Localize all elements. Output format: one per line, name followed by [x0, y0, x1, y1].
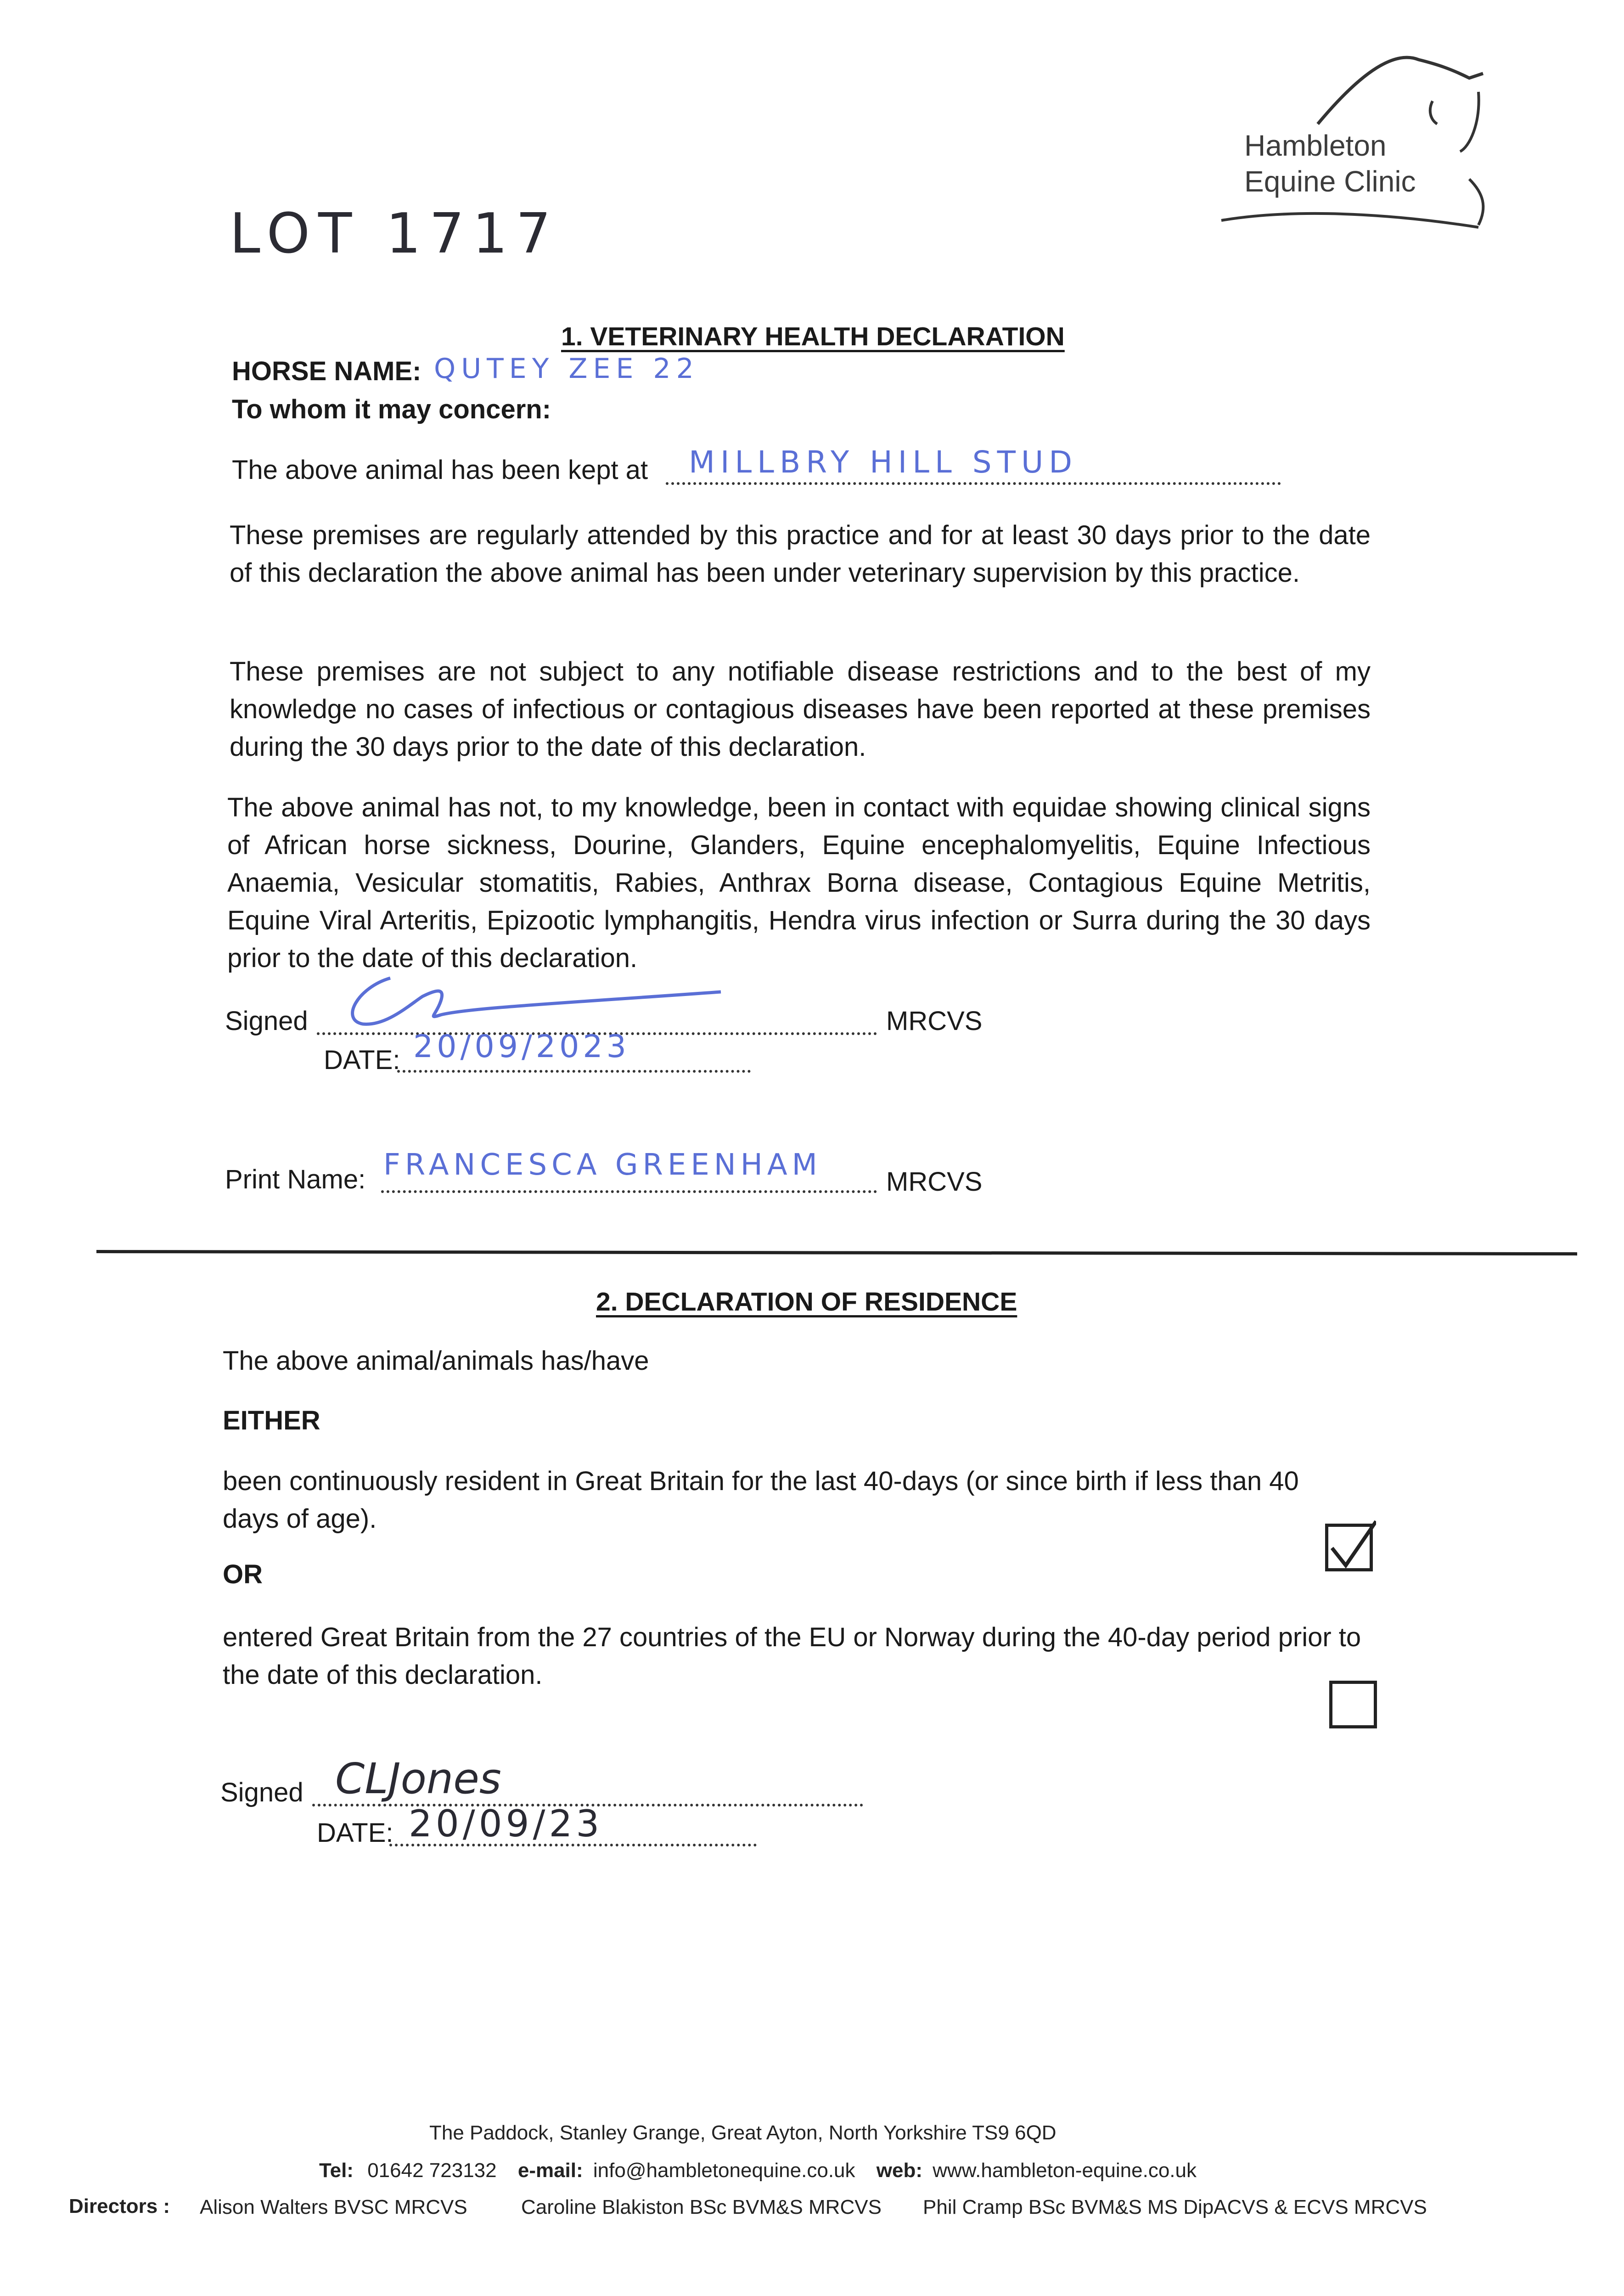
section-divider [96, 1250, 1577, 1255]
paragraph-supervision: These premises are regularly attended by this practice and for at least 30 days prior to the date of this declaration the above animal has been under veterinary supervision by this practice. [230, 520, 1371, 588]
residence-date-value: 20/09/23 [409, 1802, 603, 1845]
signed-suffix: MRCVS [886, 1006, 983, 1036]
footer-contact [319, 2159, 1197, 2182]
director-1: Alison Walters BVSC MRCVS [200, 2196, 467, 2218]
kept-at-dotted-line [666, 482, 1281, 485]
date-dotted-line [397, 1070, 751, 1073]
print-name-value: FRANCESCA GREENHAM [383, 1148, 822, 1182]
director-3: Phil Cramp BSc BVM&S MS DipACVS & ECVS MRCVS [923, 2196, 1427, 2218]
or-label: OR [223, 1559, 263, 1589]
option2-checkbox[interactable] [1329, 1681, 1377, 1728]
paragraph-contact: The above animal has not, to my knowledge, been in contact with equidae showing clinical signs of African horse sickness, Dourine, Glanders, Equine encephalomyelitis, Equine Infectious Anaemia, Vesicular stomatitis, Rabies, Anthrax Borna disease, Contagious Equine Metritis, Equine Viral Arteritis, Epizootic lymphangitis, Hendra virus infection or Surra during the 30 days prior to the date of this declaration. [227, 793, 1371, 973]
horse-name-label: HORSE NAME: [232, 356, 421, 386]
residence-signature: CLJones [335, 1754, 501, 1803]
director-2: Caroline Blakiston BSc BVM&S MRCVS [521, 2196, 882, 2218]
either-label: EITHER [223, 1406, 320, 1435]
logo-line2: Equine Clinic [1244, 165, 1416, 198]
residence-signed-label: Signed [220, 1778, 303, 1807]
logo-line1: Hambleton [1244, 129, 1387, 162]
web-link[interactable]: www.hambleton-equine.co.uk [933, 2159, 1197, 2182]
signed-label: Signed [225, 1006, 308, 1036]
footer-address: The Paddock, Stanley Grange, Great Ayton, North Yorkshire TS9 6QD [429, 2122, 1056, 2144]
option2-text: entered Great Britain from the 27 countries of the EU or Norway during the 40-day period prior to the date of this declaration. [223, 1622, 1361, 1690]
checkmark-icon [1326, 1519, 1376, 1570]
handwritten-lot-number: LOT 1717 [230, 202, 559, 266]
email-label: e-mail: [517, 2159, 583, 2182]
email-link[interactable]: info@hambletonequine.co.uk [593, 2159, 855, 2182]
tel-value: 01642 723132 [367, 2159, 497, 2182]
date-label: DATE: [324, 1045, 400, 1075]
web-label: web: [876, 2159, 922, 2182]
section1-heading: 1. VETERINARY HEALTH DECLARATION [561, 322, 1065, 351]
print-name-suffix: MRCVS [886, 1167, 983, 1197]
residence-intro: The above animal/animals has/have [223, 1346, 649, 1376]
date-value: 20/09/2023 [413, 1029, 630, 1065]
clinic-logo [1212, 41, 1497, 243]
directors-label: Directors : [69, 2195, 170, 2217]
paragraph-restrictions: These premises are not subject to any notifiable disease restrictions and to the best of my knowledge no cases of infectious or contagious diseases have been reported at these premises during the 30 days prior to the date of this declaration. [230, 657, 1371, 762]
residence-date-label: DATE: [317, 1818, 393, 1848]
salutation: To whom it may concern: [232, 394, 551, 424]
option1-text: been continuously resident in Great Britain for the last 40-days (or since birth if less than 40 days of age). [223, 1466, 1299, 1534]
section2-heading: 2. DECLARATION OF RESIDENCE [596, 1287, 1017, 1317]
kept-at-value: MILLBRY HILL STUD [689, 445, 1078, 480]
option1-checkbox[interactable] [1325, 1524, 1373, 1571]
horse-name-value: QUTEY ZEE 22 [434, 353, 699, 385]
kept-at-label: The above animal has been kept at [232, 455, 648, 485]
print-name-label: Print Name: [225, 1165, 366, 1194]
vet-signature [331, 969, 725, 1038]
print-name-dotted-line [381, 1190, 877, 1193]
tel-label: Tel: [319, 2159, 354, 2182]
